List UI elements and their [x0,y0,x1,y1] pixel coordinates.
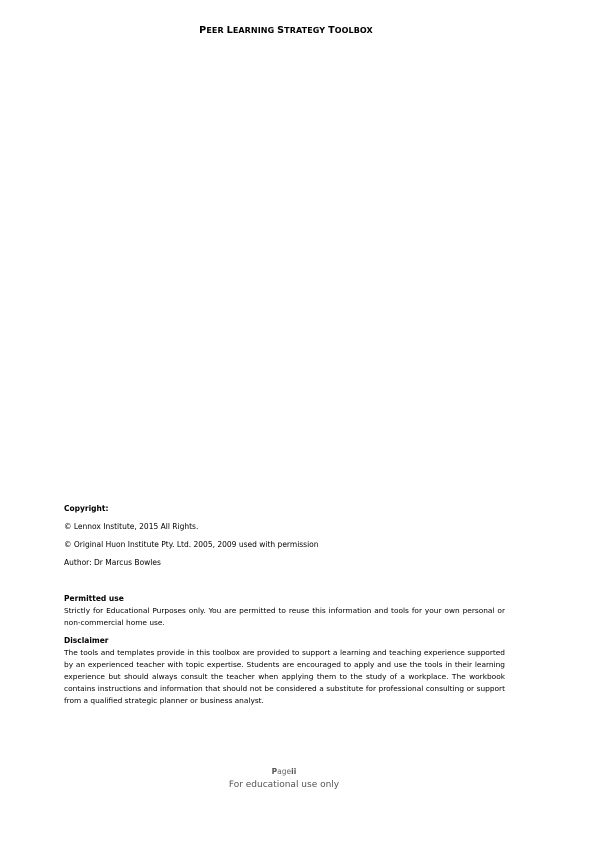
copyright-line-2-wrap [64,539,505,551]
title-smallcaps: OOLBOX [334,26,373,35]
permitted-use-section [64,593,505,629]
author-line: Author: Dr Marcus Bowles [64,558,161,567]
copyright-line-1: © Lennox Institute, 2015 All Rights. [64,522,199,531]
page-label: age [277,767,292,776]
copyright-line-2: © Original Huon Institute Pty. Ltd. 2005, 2009 used with permission [64,540,319,549]
footer-note: For educational use only [228,780,340,790]
copyright-heading: Copyright: [64,504,109,513]
title-initial: P [199,25,207,36]
page-number [0,767,568,776]
title-smallcaps: EER [206,26,227,35]
title-smallcaps: EARNING [232,26,278,35]
page-label-initial: P [271,767,278,776]
title-initial: L [226,25,233,36]
copyright-section [64,503,505,515]
copyright-line-1-wrap [64,521,505,533]
permitted-use-text: Strictly for Educational Purposes only. You are permitted to reuse this information and tools for your own personal or non-commercial home use. [64,606,505,627]
author-wrap [64,557,505,569]
title-smallcaps: TRATEGY [284,26,329,35]
disclaimer-heading: Disclaimer [64,636,109,645]
permitted-use-heading: Permitted use [64,594,124,603]
disclaimer-text: The tools and templates provide in this toolbox are provided to support a learning and teaching experience supported by an experienced teacher with topic expertise. Students are encouraged to apply and use the tools in their learning experience but should always consult the teacher when applying them to the study of a workplace. The workbook contains instructions and information that should not be considered a substitute for professional consulting or support from a qualified strategic planner or business analyst. [64,648,505,705]
page-header-title [0,25,572,36]
disclaimer-section [64,635,505,707]
page-number-value: ii [291,767,297,776]
title-initial: T [328,25,335,36]
title-initial: S [277,25,285,36]
